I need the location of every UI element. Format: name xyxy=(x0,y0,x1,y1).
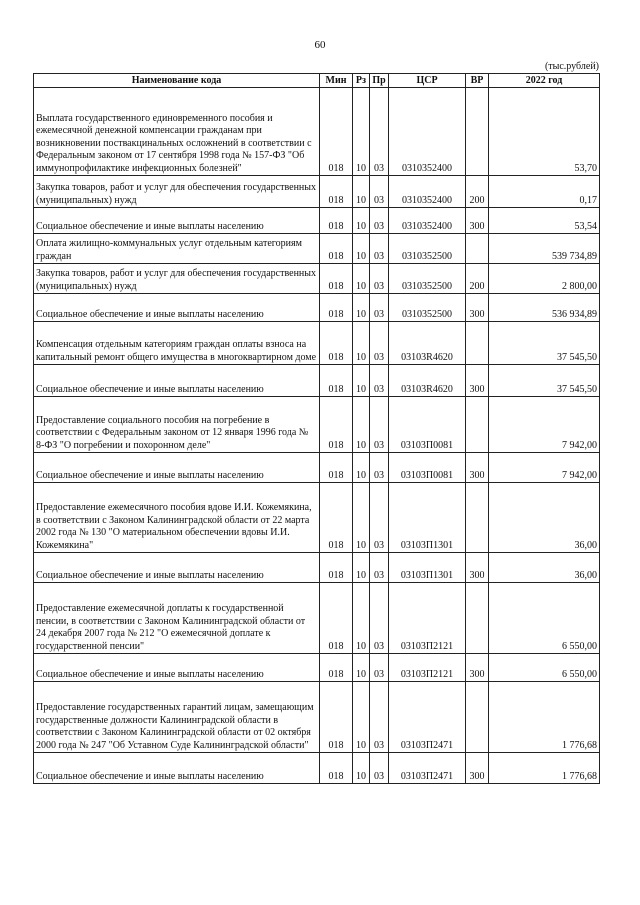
row-name: Социальное обеспечение и иные выплаты населению xyxy=(34,553,320,583)
row-pr: 03 xyxy=(370,583,389,654)
row-rz: 10 xyxy=(353,583,370,654)
table-row xyxy=(34,583,600,654)
header-rz: Рз xyxy=(353,74,370,88)
row-name: Закупка товаров, работ и услуг для обеспечения государственных (муниципальных) нужд xyxy=(34,176,320,208)
row-rz: 10 xyxy=(353,176,370,208)
row-min: 018 xyxy=(320,322,353,365)
row-rz: 10 xyxy=(353,682,370,753)
row-name: Закупка товаров, работ и услуг для обеспечения государственных (муниципальных) нужд xyxy=(34,264,320,294)
row-min: 018 xyxy=(320,553,353,583)
row-min: 018 xyxy=(320,483,353,553)
row-name: Социальное обеспечение и иные выплаты населению xyxy=(34,365,320,397)
row-name: Социальное обеспечение и иные выплаты населению xyxy=(34,208,320,234)
row-rz: 10 xyxy=(353,322,370,365)
row-vr xyxy=(466,397,489,453)
page-number: 60 xyxy=(314,39,326,51)
header-pr: Пр xyxy=(370,74,389,88)
header-vr: ВР xyxy=(466,74,489,88)
row-pr: 03 xyxy=(370,365,389,397)
row-rz: 10 xyxy=(353,553,370,583)
row-min: 018 xyxy=(320,176,353,208)
header-csr: ЦСР xyxy=(389,74,466,88)
row-rz: 10 xyxy=(353,208,370,234)
table-row xyxy=(34,453,600,483)
row-amount: 536 934,89 xyxy=(489,294,600,322)
row-pr: 03 xyxy=(370,483,389,553)
row-min: 018 xyxy=(320,88,353,176)
units-label: (тыс.рублей) xyxy=(544,61,599,72)
row-rz: 10 xyxy=(353,234,370,264)
row-name: Социальное обеспечение и иные выплаты населению xyxy=(34,453,320,483)
table-row xyxy=(34,234,600,264)
row-amount: 0,17 xyxy=(489,176,600,208)
row-amount: 36,00 xyxy=(489,553,600,583)
row-rz: 10 xyxy=(353,453,370,483)
row-pr: 03 xyxy=(370,264,389,294)
row-csr: 03103R4620 xyxy=(389,322,466,365)
row-vr: 200 xyxy=(466,264,489,294)
row-csr: 03103П0081 xyxy=(389,453,466,483)
row-pr: 03 xyxy=(370,682,389,753)
row-amount: 53,70 xyxy=(489,88,600,176)
table-row xyxy=(34,397,600,453)
row-vr xyxy=(466,583,489,654)
row-vr: 300 xyxy=(466,208,489,234)
row-amount: 37 545,50 xyxy=(489,365,600,397)
row-pr: 03 xyxy=(370,88,389,176)
row-pr: 03 xyxy=(370,397,389,453)
row-csr: 03103П1301 xyxy=(389,483,466,553)
table-row xyxy=(34,88,600,176)
row-vr xyxy=(466,88,489,176)
row-min: 018 xyxy=(320,753,353,784)
row-rz: 10 xyxy=(353,483,370,553)
row-pr: 03 xyxy=(370,654,389,682)
row-name: Социальное обеспечение и иные выплаты населению xyxy=(34,294,320,322)
row-name: Предоставление ежемесячного пособия вдове И.И. Кожемякина, в соответствии с Законом Калининградской области от 22 марта 2002 года № 130 "О материальном обеспечении вдовы И.И. Кожемякина" xyxy=(34,483,320,553)
row-min: 018 xyxy=(320,397,353,453)
row-min: 018 xyxy=(320,294,353,322)
row-vr: 300 xyxy=(466,654,489,682)
row-pr: 03 xyxy=(370,453,389,483)
row-name: Предоставление ежемесячной доплаты к государственной пенсии, в соответствии с Законом Калининградской области от 24 декабря 2007 года № 212 "О ежемесячной доплате к государственной пенсии" xyxy=(34,583,320,654)
row-csr: 0310352400 xyxy=(389,176,466,208)
row-min: 018 xyxy=(320,654,353,682)
row-name: Выплата государственного единовременного пособия и ежемесячной денежной компенсации гражданам при возникновении поствакцинальных осложнений в соответствии с Федеральным законом от 17 сентября 1998 года № 157-ФЗ "Об иммунопрофилактике инфекционных болезней" xyxy=(34,88,320,176)
row-min: 018 xyxy=(320,365,353,397)
row-amount: 2 800,00 xyxy=(489,264,600,294)
row-csr: 03103П0081 xyxy=(389,397,466,453)
row-csr: 03103R4620 xyxy=(389,365,466,397)
row-csr: 0310352400 xyxy=(389,88,466,176)
row-min: 018 xyxy=(320,264,353,294)
row-vr: 300 xyxy=(466,553,489,583)
row-min: 018 xyxy=(320,453,353,483)
header-name: Наименование кода xyxy=(34,74,320,88)
row-name: Социальное обеспечение и иные выплаты населению xyxy=(34,753,320,784)
row-rz: 10 xyxy=(353,88,370,176)
row-vr xyxy=(466,483,489,553)
budget-table xyxy=(33,73,600,784)
row-csr: 0310352500 xyxy=(389,264,466,294)
row-name: Оплата жилищно-коммунальных услуг отдельным категориям граждан xyxy=(34,234,320,264)
row-amount: 7 942,00 xyxy=(489,397,600,453)
row-pr: 03 xyxy=(370,553,389,583)
row-vr: 300 xyxy=(466,294,489,322)
header-amount: 2022 год xyxy=(489,74,600,88)
row-amount: 53,54 xyxy=(489,208,600,234)
row-vr xyxy=(466,322,489,365)
row-name: Компенсация отдельным категориям граждан оплаты взноса на капитальный ремонт общего имущества в многоквартирном доме xyxy=(34,322,320,365)
row-rz: 10 xyxy=(353,294,370,322)
row-amount: 36,00 xyxy=(489,483,600,553)
row-csr: 0310352500 xyxy=(389,234,466,264)
row-vr: 300 xyxy=(466,453,489,483)
row-amount: 6 550,00 xyxy=(489,654,600,682)
row-min: 018 xyxy=(320,208,353,234)
table-row xyxy=(34,654,600,682)
row-min: 018 xyxy=(320,682,353,753)
row-pr: 03 xyxy=(370,753,389,784)
table-row xyxy=(34,208,600,234)
row-csr: 03103П2471 xyxy=(389,753,466,784)
row-amount: 6 550,00 xyxy=(489,583,600,654)
table-row xyxy=(34,322,600,365)
table-row xyxy=(34,365,600,397)
row-vr xyxy=(466,234,489,264)
row-pr: 03 xyxy=(370,294,389,322)
row-rz: 10 xyxy=(353,365,370,397)
row-amount: 1 776,68 xyxy=(489,682,600,753)
row-pr: 03 xyxy=(370,322,389,365)
table-row xyxy=(34,553,600,583)
row-name: Социальное обеспечение и иные выплаты населению xyxy=(34,654,320,682)
row-vr xyxy=(466,682,489,753)
row-amount: 539 734,89 xyxy=(489,234,600,264)
row-csr: 0310352400 xyxy=(389,208,466,234)
table-row xyxy=(34,753,600,784)
row-rz: 10 xyxy=(353,654,370,682)
row-csr: 03103П2121 xyxy=(389,654,466,682)
row-vr: 300 xyxy=(466,753,489,784)
table-row xyxy=(34,176,600,208)
row-rz: 10 xyxy=(353,264,370,294)
row-vr: 300 xyxy=(466,365,489,397)
table-row xyxy=(34,682,600,753)
row-csr: 0310352500 xyxy=(389,294,466,322)
row-pr: 03 xyxy=(370,208,389,234)
table-row xyxy=(34,294,600,322)
table-body xyxy=(34,88,600,784)
header-min: Мин xyxy=(320,74,353,88)
row-amount: 1 776,68 xyxy=(489,753,600,784)
table-row xyxy=(34,264,600,294)
table-header-row xyxy=(34,74,600,88)
row-vr: 200 xyxy=(466,176,489,208)
row-amount: 37 545,50 xyxy=(489,322,600,365)
row-csr: 03103П2121 xyxy=(389,583,466,654)
row-amount: 7 942,00 xyxy=(489,453,600,483)
row-rz: 10 xyxy=(353,753,370,784)
row-min: 018 xyxy=(320,583,353,654)
row-name: Предоставление социального пособия на погребение в соответствии с Федеральным законом от 12 января 1996 года № 8-ФЗ "О погребении и похоронном деле" xyxy=(34,397,320,453)
row-min: 018 xyxy=(320,234,353,264)
row-rz: 10 xyxy=(353,397,370,453)
row-csr: 03103П1301 xyxy=(389,553,466,583)
row-pr: 03 xyxy=(370,176,389,208)
row-name: Предоставление государственных гарантий лицам, замещающим государственные должности Калининградской области в соответствии с Законом Калининградской области от 02 октября 2000 года № 247 "Об Уставном Суде Калининградской области" xyxy=(34,682,320,753)
row-csr: 03103П2471 xyxy=(389,682,466,753)
row-pr: 03 xyxy=(370,234,389,264)
table-row xyxy=(34,483,600,553)
